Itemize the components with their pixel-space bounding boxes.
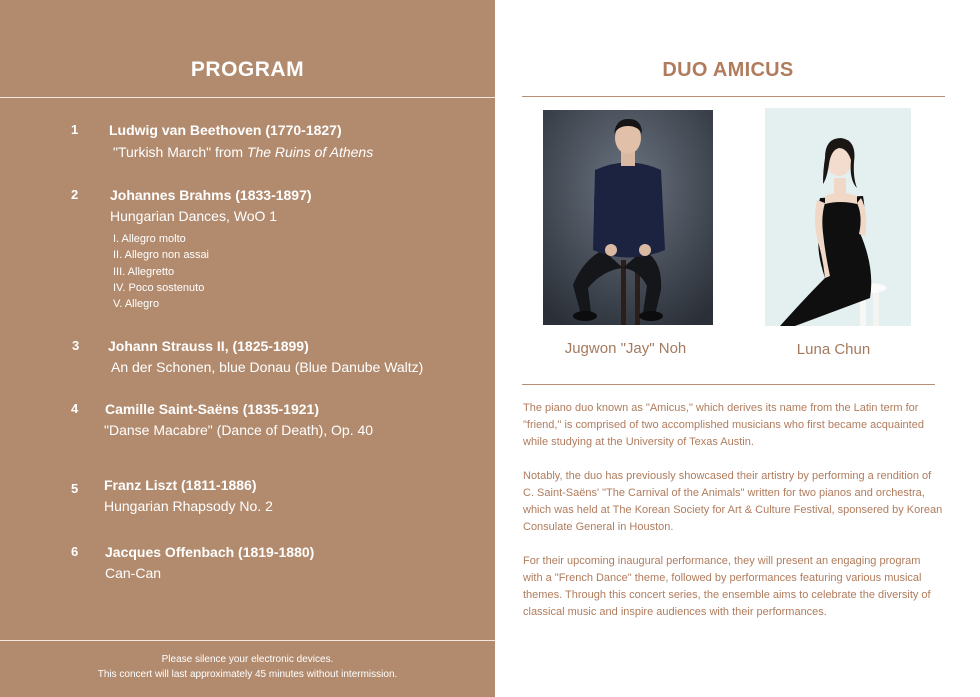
program-number: 2	[71, 187, 79, 202]
duo-title: DUO AMICUS	[662, 59, 794, 81]
work-title: Hungarian Rhapsody No. 2	[104, 498, 273, 514]
movement-item: III. Allegretto	[113, 265, 175, 278]
bio-paragraph: Notably, the duo has previously showcased their artistry by performing a rendition of C. Saint-Saëns' "The Carnival of the Animals" written for two pianos and orchestra, which was held at The Korean Society for Art & Culture Festival, sponsered by Korean Consulate General in Houston.	[523, 470, 943, 533]
work-title: Hungarian Dances, WoO 1	[110, 208, 278, 224]
performer-photo	[543, 110, 713, 325]
program-footer	[0, 652, 495, 682]
performer-name: Luna Chun	[796, 341, 871, 358]
movement-item: I. Allegro molto	[113, 233, 186, 245]
divider	[522, 96, 945, 97]
composer-name: Camille Saint-Saëns (1835-1921)	[105, 401, 319, 417]
movement-item: IV. Poco sostenuto	[113, 281, 205, 294]
work-title: An der Schonen, blue Donau (Blue Danube Waltz)	[111, 359, 424, 375]
composer-name: Ludwig van Beethoven (1770-1827)	[109, 122, 342, 138]
work-title: "Danse Macabre" (Dance of Death), Op. 40	[104, 422, 374, 438]
work-title: Can-Can	[105, 565, 162, 581]
program-number: 6	[71, 544, 79, 559]
program-title: PROGRAM	[190, 58, 305, 81]
divider	[0, 640, 495, 641]
bio-paragraph: For their upcoming inaugural performance, they will present an engaging program with a "French Dance" theme, followed by performances featuring various musical themes. Through this concert series, the ensemble aims to celebrate the diversity of classical music and inspire audiences with their performances.	[523, 555, 931, 618]
program-number: 5	[71, 481, 79, 496]
movement-item: II. Allegro non assai	[113, 249, 210, 262]
divider	[522, 384, 935, 385]
footer-line: This concert will last approximately 45 minutes without intermission.	[97, 669, 398, 680]
program-number: 1	[71, 122, 79, 137]
divider	[0, 97, 495, 98]
composer-name: Johannes Brahms (1833-1897)	[110, 187, 312, 203]
program-number: 4	[71, 401, 79, 416]
composer-name: Johann Strauss II, (1825-1899)	[108, 338, 309, 354]
performer-photo	[765, 108, 911, 326]
program-number: 3	[72, 338, 80, 353]
composer-name: Franz Liszt (1811-1886)	[104, 477, 257, 493]
movement-item: V. Allegro	[113, 298, 160, 311]
movement-list	[113, 231, 209, 312]
work-title: "Turkish March" from The Ruins of Athens	[113, 144, 374, 160]
composer-name: Jacques Offenbach (1819-1880)	[105, 544, 315, 560]
footer-line: Please silence your electronic devices.	[161, 654, 334, 665]
bio-paragraph: The piano duo known as "Amicus," which derives its name from the Latin term for "friend," is comprised of two accomplished musicians who first became acquainted while studying at the University of Texas Austin.	[523, 402, 924, 448]
performer-name: Jugwon "Jay" Noh	[564, 340, 687, 357]
duo-biography	[523, 400, 943, 638]
